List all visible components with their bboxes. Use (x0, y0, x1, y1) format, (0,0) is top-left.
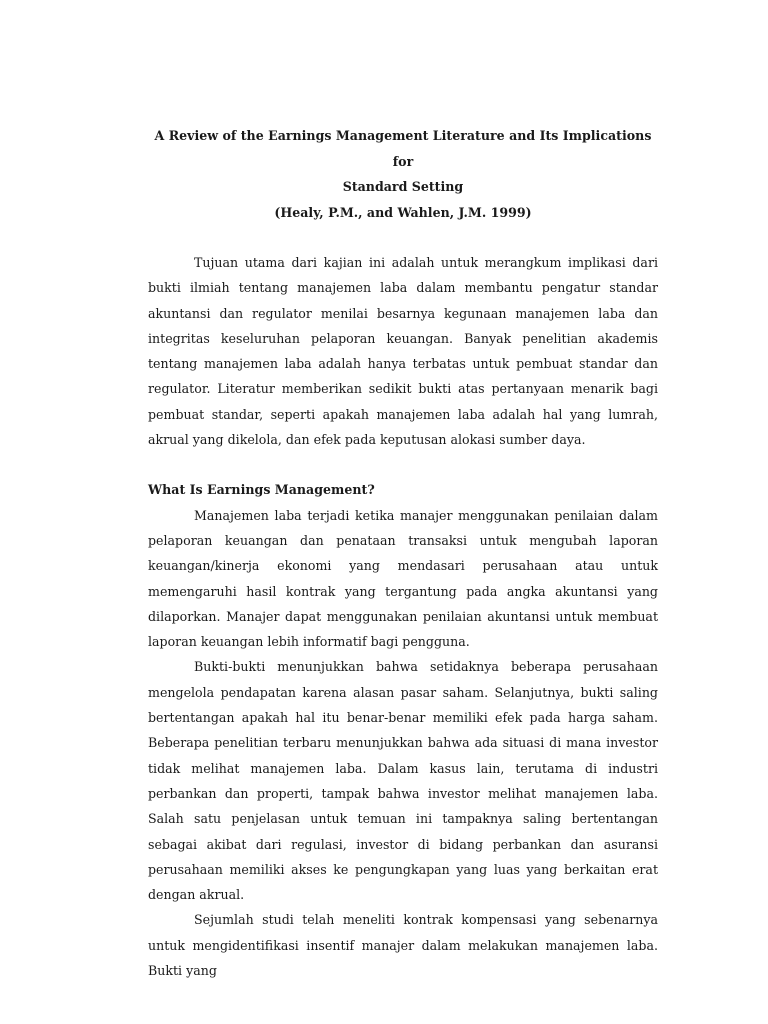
spacer (148, 225, 658, 250)
body-paragraph-1: Manajemen laba terjadi ketika manajer menggunakan penilaian dalam pelaporan keuangan dan penataan transaksi untuk mengubah laporan keuangan/kinerja ekonomi yang mendasari perusahaan atau untuk memengaruhi hasil kontrak yang tergantung pada angka akuntansi yang dilaporkan. Manajer dapat menggunakan penilaian akuntansi untuk membuat laporan keuangan lebih informatif bagi pengguna. (148, 507, 658, 650)
title-line-1: A Review of the Earnings Management Literature and Its Implications for (154, 128, 652, 169)
document-page (148, 123, 658, 983)
intro-paragraph: Tujuan utama dari kajian ini adalah untuk merangkum implikasi dari bukti ilmiah tentang manajemen laba dalam membantu pengatur standar akuntansi dan regulator menilai besarnya kegunaan manajemen laba dan integritas keseluruhan pelaporan keuangan. Banyak penelitian akademis tentang manajemen laba adalah hanya terbatas untuk pembuat standar dan regulator. Literatur memberikan sedikit bukti atas pertanyaan menarik bagi pembuat standar, seperti apakah manajemen laba adalah hal yang lumrah, akrual yang dikelola, dan efek pada keputusan alokasi sumber daya. (148, 255, 658, 448)
document-title (148, 123, 658, 225)
title-line-2: Standard Setting (342, 179, 464, 194)
body-paragraph-2: Bukti-bukti menunjukkan bahwa setidaknya beberapa perusahaan mengelola pendapatan karena alasan pasar saham. Selanjutnya, bukti saling bertentangan apakah hal itu benar-benar memiliki efek pada harga saham. Beberapa penelitian terbaru menunjukkan bahwa ada situasi di mana investor tidak melihat manajemen laba. Dalam kasus lain, terutama di industri perbankan dan properti, tampak bahwa investor melihat manajemen laba. Salah satu penjelasan untuk temuan ini tampaknya saling bertentangan sebagai akibat dari regulasi, investor di bidang perbankan dan asuransi perusahaan memiliki akses ke pengungkapan yang luas yang berkaitan erat dengan akrual. (148, 659, 658, 903)
authors-line: (Healy, P.M., and Wahlen, J.M. 1999) (274, 204, 532, 220)
section-gap (148, 452, 658, 477)
body-paragraph-3: Sejumlah studi telah meneliti kontrak kompensasi yang sebenarnya untuk mengidentifikasi insentif manajer dalam melakukan manajemen laba. Bukti yang (148, 912, 658, 979)
section-heading: What Is Earnings Management? (148, 482, 375, 498)
